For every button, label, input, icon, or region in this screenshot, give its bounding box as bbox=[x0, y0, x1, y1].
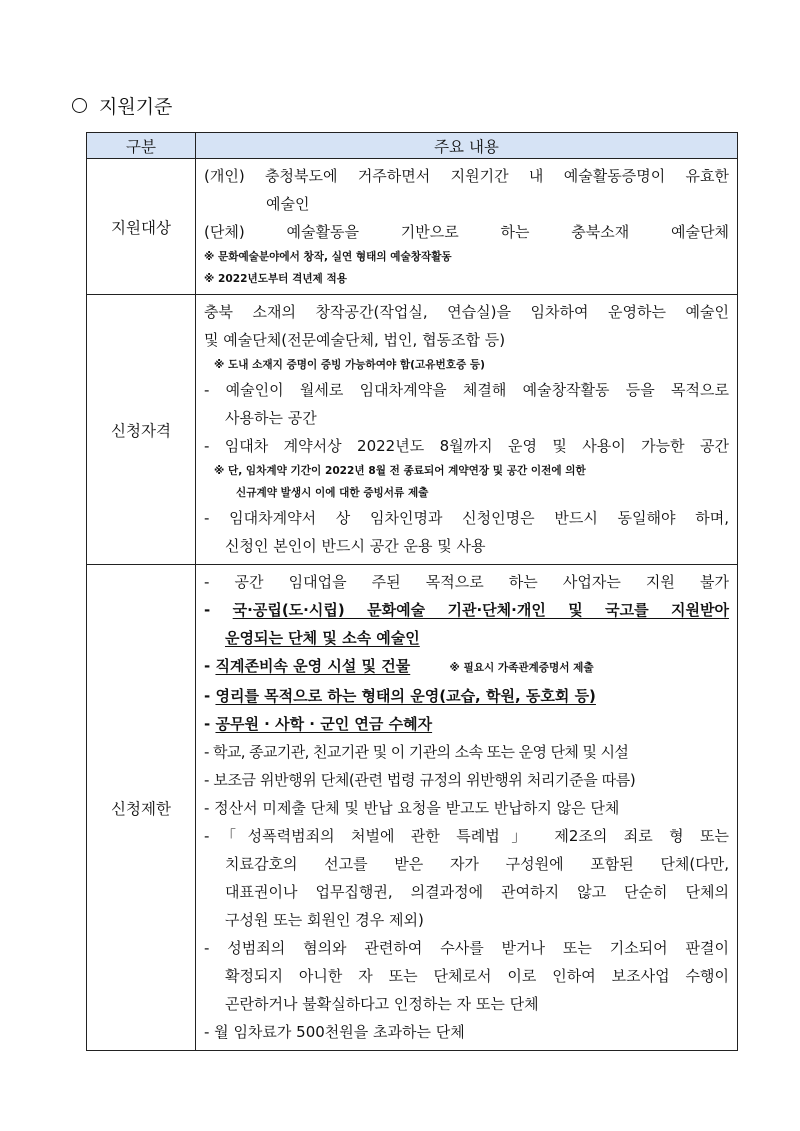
restriction-item-9-line-2: 치료감호의 선고를 받은 자가 구성원에 포함된 단체(다만, bbox=[225, 855, 729, 873]
restriction-item-3-dash: - bbox=[204, 657, 211, 675]
row-restriction bbox=[87, 565, 738, 1051]
section-heading bbox=[72, 92, 172, 119]
restriction-item-1: - 공간 임대업을 주된 목적으로 하는 사업자는 지원 불가 bbox=[204, 573, 729, 591]
circle-outline-icon bbox=[72, 98, 87, 113]
qualification-note-2-line-1: ※ 단, 임차계약 기간이 2022년 8월 전 종료되어 계약연장 및 공간 이전에 의한 bbox=[214, 465, 586, 477]
qualification-line-2: 및 예술단체(전문예술단체, 법인, 협동조합 등) bbox=[204, 331, 506, 349]
restriction-item-10-line-1: - 성범죄의 혐의와 관련하여 수사를 받거나 또는 기소되어 판결이 bbox=[204, 939, 729, 957]
eligibility-note-2: ※ 2022년도부터 격년제 적용 bbox=[204, 273, 347, 285]
category-restriction: 신청제한 bbox=[87, 565, 196, 1051]
restriction-item-9-line-3: 대표권이나 업무집행권, 의결과정에 관여하지 않고 단순히 단체의 bbox=[225, 883, 729, 901]
qualification-item-1-line-2: 사용하는 공간 bbox=[225, 409, 317, 427]
qualification-item-1-line-1: - 예술인이 월세로 임대차계약을 체결해 예술창작활동 등을 목적으로 bbox=[204, 381, 729, 399]
table-header-row bbox=[87, 133, 738, 159]
row-eligibility bbox=[87, 159, 738, 295]
section-title: 지원기준 bbox=[99, 96, 173, 118]
qualification-line-1: 충북 소재의 창작공간(작업실, 연습실)을 임차하여 운영하는 예술인 bbox=[204, 303, 729, 321]
restriction-item-6: - 학교, 종교기관, 친교기관 및 이 기관의 소속 또는 운영 단체 및 시설 bbox=[204, 743, 629, 761]
header-category: 구분 bbox=[87, 133, 196, 159]
restriction-item-3-text: 직계존비속 운영 시설 및 건물 bbox=[215, 657, 411, 675]
eligibility-note-1: ※ 문화예술분야에서 창작, 실연 형태의 예술창작활동 bbox=[204, 251, 452, 263]
restriction-item-11: - 월 임차료가 500천원을 초과하는 단체 bbox=[204, 1023, 465, 1041]
category-eligibility: 지원대상 bbox=[87, 159, 196, 295]
content-eligibility bbox=[196, 159, 738, 295]
qualification-item-2: - 임대차 계약서상 2022년도 8월까지 운영 및 사용이 가능한 공간 bbox=[204, 437, 729, 455]
restriction-item-2-line-1 bbox=[204, 596, 729, 624]
restriction-item-5 bbox=[204, 710, 729, 738]
restriction-item-3 bbox=[204, 652, 729, 682]
restriction-item-5-text: 공무원 · 사학 · 군인 연금 수혜자 bbox=[215, 715, 433, 733]
restriction-item-5-dash: - bbox=[204, 715, 211, 733]
eligibility-line-3: (단체) 예술활동을 기반으로 하는 충북소재 예술단체 bbox=[204, 223, 729, 241]
restriction-item-2-text-2: 운영되는 단체 및 소속 예술인 bbox=[225, 629, 420, 647]
restriction-item-2-text-1: 국·공립(도·시립) 문화예술 기관·단체·개인 및 국고를 지원받아 bbox=[232, 601, 729, 619]
row-qualification bbox=[87, 295, 738, 565]
restriction-item-9-line-1: -「성폭력범죄의 처벌에 관한 특례법」 제2조의 죄로 형 또는 bbox=[204, 827, 729, 845]
category-qualification: 신청자격 bbox=[87, 295, 196, 565]
restriction-item-2-line-2 bbox=[204, 624, 729, 652]
restriction-item-10-line-3: 곤란하거나 불확실하다고 인정하는 자 또는 단체 bbox=[225, 995, 539, 1013]
qualification-note-2-line-2: 신규계약 발생시 이에 대한 증빙서류 제출 bbox=[236, 487, 429, 499]
qualification-note-1: ※ 도내 소재지 증명이 증빙 가능하여야 함(고유번호증 등) bbox=[214, 359, 485, 371]
content-restriction bbox=[196, 565, 738, 1051]
eligibility-line-1: (개인) 충청북도에 거주하면서 지원기간 내 예술활동증명이 유효한 bbox=[204, 167, 729, 185]
eligibility-line-2: 예술인 bbox=[266, 195, 310, 213]
restriction-item-4-dash: - bbox=[204, 687, 211, 705]
restriction-item-3-note: ※ 필요시 가족관계증명서 제출 bbox=[449, 662, 594, 674]
restriction-item-4 bbox=[204, 682, 729, 710]
content-qualification bbox=[196, 295, 738, 565]
qualification-item-3-line-2: 신청인 본인이 반드시 공간 운용 및 사용 bbox=[225, 537, 486, 555]
qualification-item-3-line-1: - 임대차계약서 상 임차인명과 신청인명은 반드시 동일해야 하며, bbox=[204, 509, 729, 527]
restriction-item-2-dash: - bbox=[204, 601, 211, 619]
restriction-item-8: - 정산서 미제출 단체 및 반납 요청을 받고도 반납하지 않은 단체 bbox=[204, 799, 620, 817]
restriction-item-10-line-2: 확정되지 아니한 자 또는 단체로서 이로 인하여 보조사업 수행이 bbox=[225, 967, 729, 985]
support-criteria-table bbox=[86, 132, 738, 1051]
header-content: 주요 내용 bbox=[196, 133, 738, 159]
restriction-item-9-line-4: 구성원 또는 회원인 경우 제외) bbox=[225, 911, 424, 929]
restriction-item-4-text: 영리를 목적으로 하는 형태의 운영(교습, 학원, 동호회 등) bbox=[215, 687, 596, 705]
restriction-item-7: - 보조금 위반행위 단체(관련 법령 규정의 위반행위 처리기준을 따름) bbox=[204, 771, 636, 789]
